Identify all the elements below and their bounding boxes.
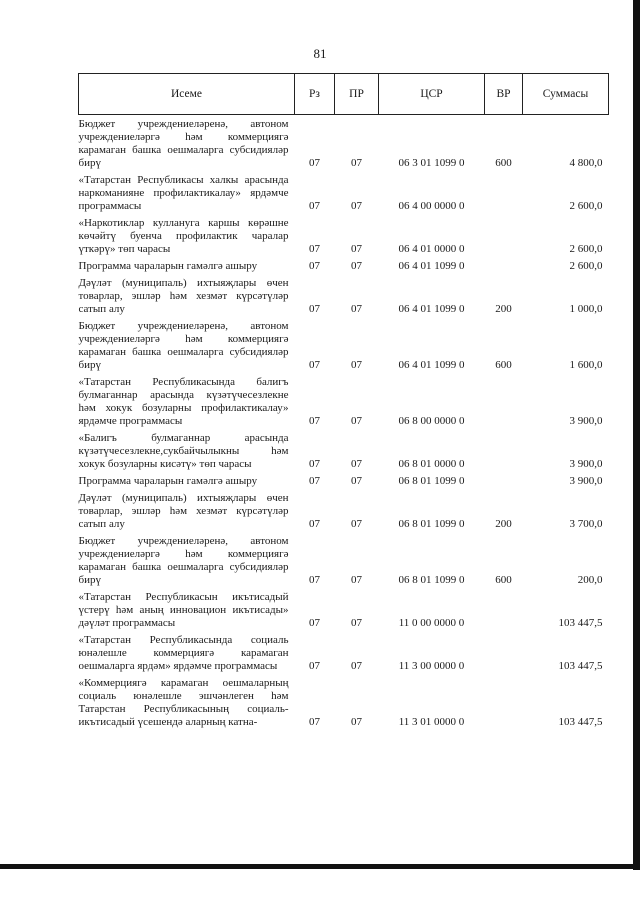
row-vr bbox=[485, 472, 523, 489]
row-vr bbox=[485, 373, 523, 429]
table-row bbox=[79, 214, 609, 257]
row-pr: 07 bbox=[351, 475, 362, 487]
row-vr bbox=[485, 631, 523, 674]
row-pr: 07 bbox=[351, 617, 362, 629]
row-vr: 200 bbox=[495, 518, 512, 530]
table-row bbox=[79, 472, 609, 489]
row-csr: 06 8 01 0000 0 bbox=[398, 458, 465, 470]
row-vr bbox=[485, 674, 523, 730]
row-pr: 07 bbox=[351, 260, 362, 272]
row-pr: 07 bbox=[351, 415, 362, 427]
row-rz: 07 bbox=[309, 660, 320, 672]
row-pr: 07 bbox=[351, 518, 362, 530]
header-rz: Рз bbox=[295, 74, 335, 115]
scan-border-right bbox=[633, 0, 640, 870]
row-name: «Татарстан Республикасында социаль юнәлешле коммерциягә карамаган оешмаларга ярдәм» ярдәмче программасы bbox=[78, 634, 289, 672]
row-pr: 07 bbox=[351, 303, 362, 315]
table-row bbox=[79, 631, 609, 674]
row-name: «Татарстан Республикасын икътисадый үстерү һәм аның инновацион икътисады» дәүләт программасы bbox=[78, 591, 289, 629]
row-vr bbox=[485, 257, 523, 274]
row-csr: 06 8 01 1099 0 bbox=[398, 574, 465, 586]
table-row bbox=[79, 532, 609, 588]
row-pr: 07 bbox=[351, 200, 362, 212]
row-name: «Коммерциягә карамаган оешмаларның социаль юнәлешле эшчәнлеген һәм Татарстан Республикасының социаль-икътисадый үсешендә аларның катна- bbox=[78, 677, 289, 728]
row-csr: 06 3 01 1099 0 bbox=[398, 157, 465, 169]
row-rz: 07 bbox=[309, 617, 320, 629]
row-pr: 07 bbox=[351, 716, 362, 728]
header-pr: ПР bbox=[335, 74, 379, 115]
row-name: «Балигъ булмаганнар арасында күзәтүчесезлекне,сукбайчылыкны һәм хокук бозуларны кисәтү» төп чарасы bbox=[78, 432, 289, 470]
row-sum: 3 900,0 bbox=[569, 458, 603, 470]
table-row bbox=[79, 171, 609, 214]
row-csr: 06 8 01 1099 0 bbox=[398, 518, 465, 530]
row-name: «Наркотиклар куллануга каршы көрәшне көчәйтү буенча профилактик чаралар үткәрү» төп чарасы bbox=[78, 217, 289, 255]
row-rz: 07 bbox=[309, 716, 320, 728]
table-header-row bbox=[79, 74, 609, 115]
row-csr: 06 4 01 1099 0 bbox=[398, 303, 465, 315]
row-csr: 06 8 00 0000 0 bbox=[398, 415, 465, 427]
row-vr: 600 bbox=[495, 359, 512, 371]
row-pr: 07 bbox=[351, 243, 362, 255]
row-sum: 103 447,5 bbox=[558, 716, 603, 728]
row-name: Бюджет учреждениеләренә, автоном учреждениеләргә һәм коммерциягә карамаган башка оешмаларга субсидияләр бирү bbox=[78, 535, 289, 586]
row-rz: 07 bbox=[309, 200, 320, 212]
row-rz: 07 bbox=[309, 260, 320, 272]
row-sum: 3 900,0 bbox=[569, 415, 603, 427]
header-csr: ЦСР bbox=[379, 74, 485, 115]
table-row bbox=[79, 373, 609, 429]
row-sum: 3 900,0 bbox=[569, 475, 603, 487]
row-rz: 07 bbox=[309, 157, 320, 169]
row-pr: 07 bbox=[351, 359, 362, 371]
row-vr: 600 bbox=[495, 574, 512, 586]
table-row bbox=[79, 429, 609, 472]
table-row bbox=[79, 115, 609, 172]
row-csr: 06 4 01 0000 0 bbox=[398, 243, 465, 255]
header-vr: ВР bbox=[485, 74, 523, 115]
row-sum: 103 447,5 bbox=[558, 617, 603, 629]
row-csr: 11 3 00 0000 0 bbox=[398, 660, 465, 672]
row-rz: 07 bbox=[309, 303, 320, 315]
row-name: Дәүләт (муниципаль) ихтыяҗлары өчен товарлар, эшләр һәм хезмәт күрсәтүләр сатып алу bbox=[78, 492, 289, 530]
budget-table bbox=[78, 73, 609, 730]
table-row bbox=[79, 674, 609, 730]
table-row bbox=[79, 257, 609, 274]
row-name: «Татарстан Республикасы халкы арасында наркоманияне профилактикалау» ярдәмче программасы bbox=[78, 174, 289, 212]
row-pr: 07 bbox=[351, 660, 362, 672]
row-rz: 07 bbox=[309, 458, 320, 470]
row-rz: 07 bbox=[309, 243, 320, 255]
row-name: «Татарстан Республикасында балигъ булмаганнар арасында күзәтүчесезлекне һәм хокук бозуларны профилактикалау» ярдәмче программасы bbox=[78, 376, 289, 427]
row-sum: 4 800,0 bbox=[569, 157, 603, 169]
row-sum: 103 447,5 bbox=[558, 660, 603, 672]
table-row bbox=[79, 588, 609, 631]
row-csr: 06 8 01 1099 0 bbox=[398, 475, 465, 487]
page-number: 81 bbox=[313, 46, 327, 61]
row-sum: 200,0 bbox=[577, 574, 603, 586]
row-pr: 07 bbox=[351, 458, 362, 470]
row-csr: 06 4 00 0000 0 bbox=[398, 200, 465, 212]
table-row bbox=[79, 274, 609, 317]
row-rz: 07 bbox=[309, 574, 320, 586]
row-name: Бюджет учреждениеләренә, автоном учреждениеләргә һәм коммерциягә карамаган башка оешмаларга субсидияләр бирү bbox=[78, 320, 289, 371]
row-sum: 1 000,0 bbox=[569, 303, 603, 315]
row-name: Программа чараларын гамәлгә ашыру bbox=[78, 475, 258, 487]
table-row bbox=[79, 317, 609, 373]
row-vr bbox=[485, 171, 523, 214]
row-csr: 11 0 00 0000 0 bbox=[398, 617, 465, 629]
row-name: Дәүләт (муниципаль) ихтыяҗлары өчен товарлар, эшләр һәм хезмәт күрсәтүләр сатып алу bbox=[78, 277, 289, 315]
header-sum: Суммасы bbox=[523, 74, 609, 115]
row-vr bbox=[485, 429, 523, 472]
header-name: Исеме bbox=[79, 74, 295, 115]
row-vr bbox=[485, 588, 523, 631]
row-pr: 07 bbox=[351, 157, 362, 169]
row-rz: 07 bbox=[309, 359, 320, 371]
row-pr: 07 bbox=[351, 574, 362, 586]
row-name: Программа чараларын гамәлгә ашыру bbox=[78, 260, 258, 272]
row-name: Бюджет учреждениеләренә, автоном учреждениеләргә һәм коммерциягә карамаган башка оешмаларга субсидияләр бирү bbox=[78, 118, 289, 169]
row-rz: 07 bbox=[309, 518, 320, 530]
row-sum: 2 600,0 bbox=[569, 243, 603, 255]
row-rz: 07 bbox=[309, 475, 320, 487]
row-sum: 2 600,0 bbox=[569, 200, 603, 212]
row-rz: 07 bbox=[309, 415, 320, 427]
scan-border-bottom bbox=[0, 864, 640, 869]
table-row bbox=[79, 489, 609, 532]
row-vr: 200 bbox=[495, 303, 512, 315]
row-sum: 2 600,0 bbox=[569, 260, 603, 272]
row-csr: 06 4 01 1099 0 bbox=[398, 260, 465, 272]
row-sum: 3 700,0 bbox=[569, 518, 603, 530]
row-sum: 1 600,0 bbox=[569, 359, 603, 371]
row-csr: 11 3 01 0000 0 bbox=[398, 716, 465, 728]
row-vr bbox=[485, 214, 523, 257]
row-vr: 600 bbox=[495, 157, 512, 169]
row-csr: 06 4 01 1099 0 bbox=[398, 359, 465, 371]
